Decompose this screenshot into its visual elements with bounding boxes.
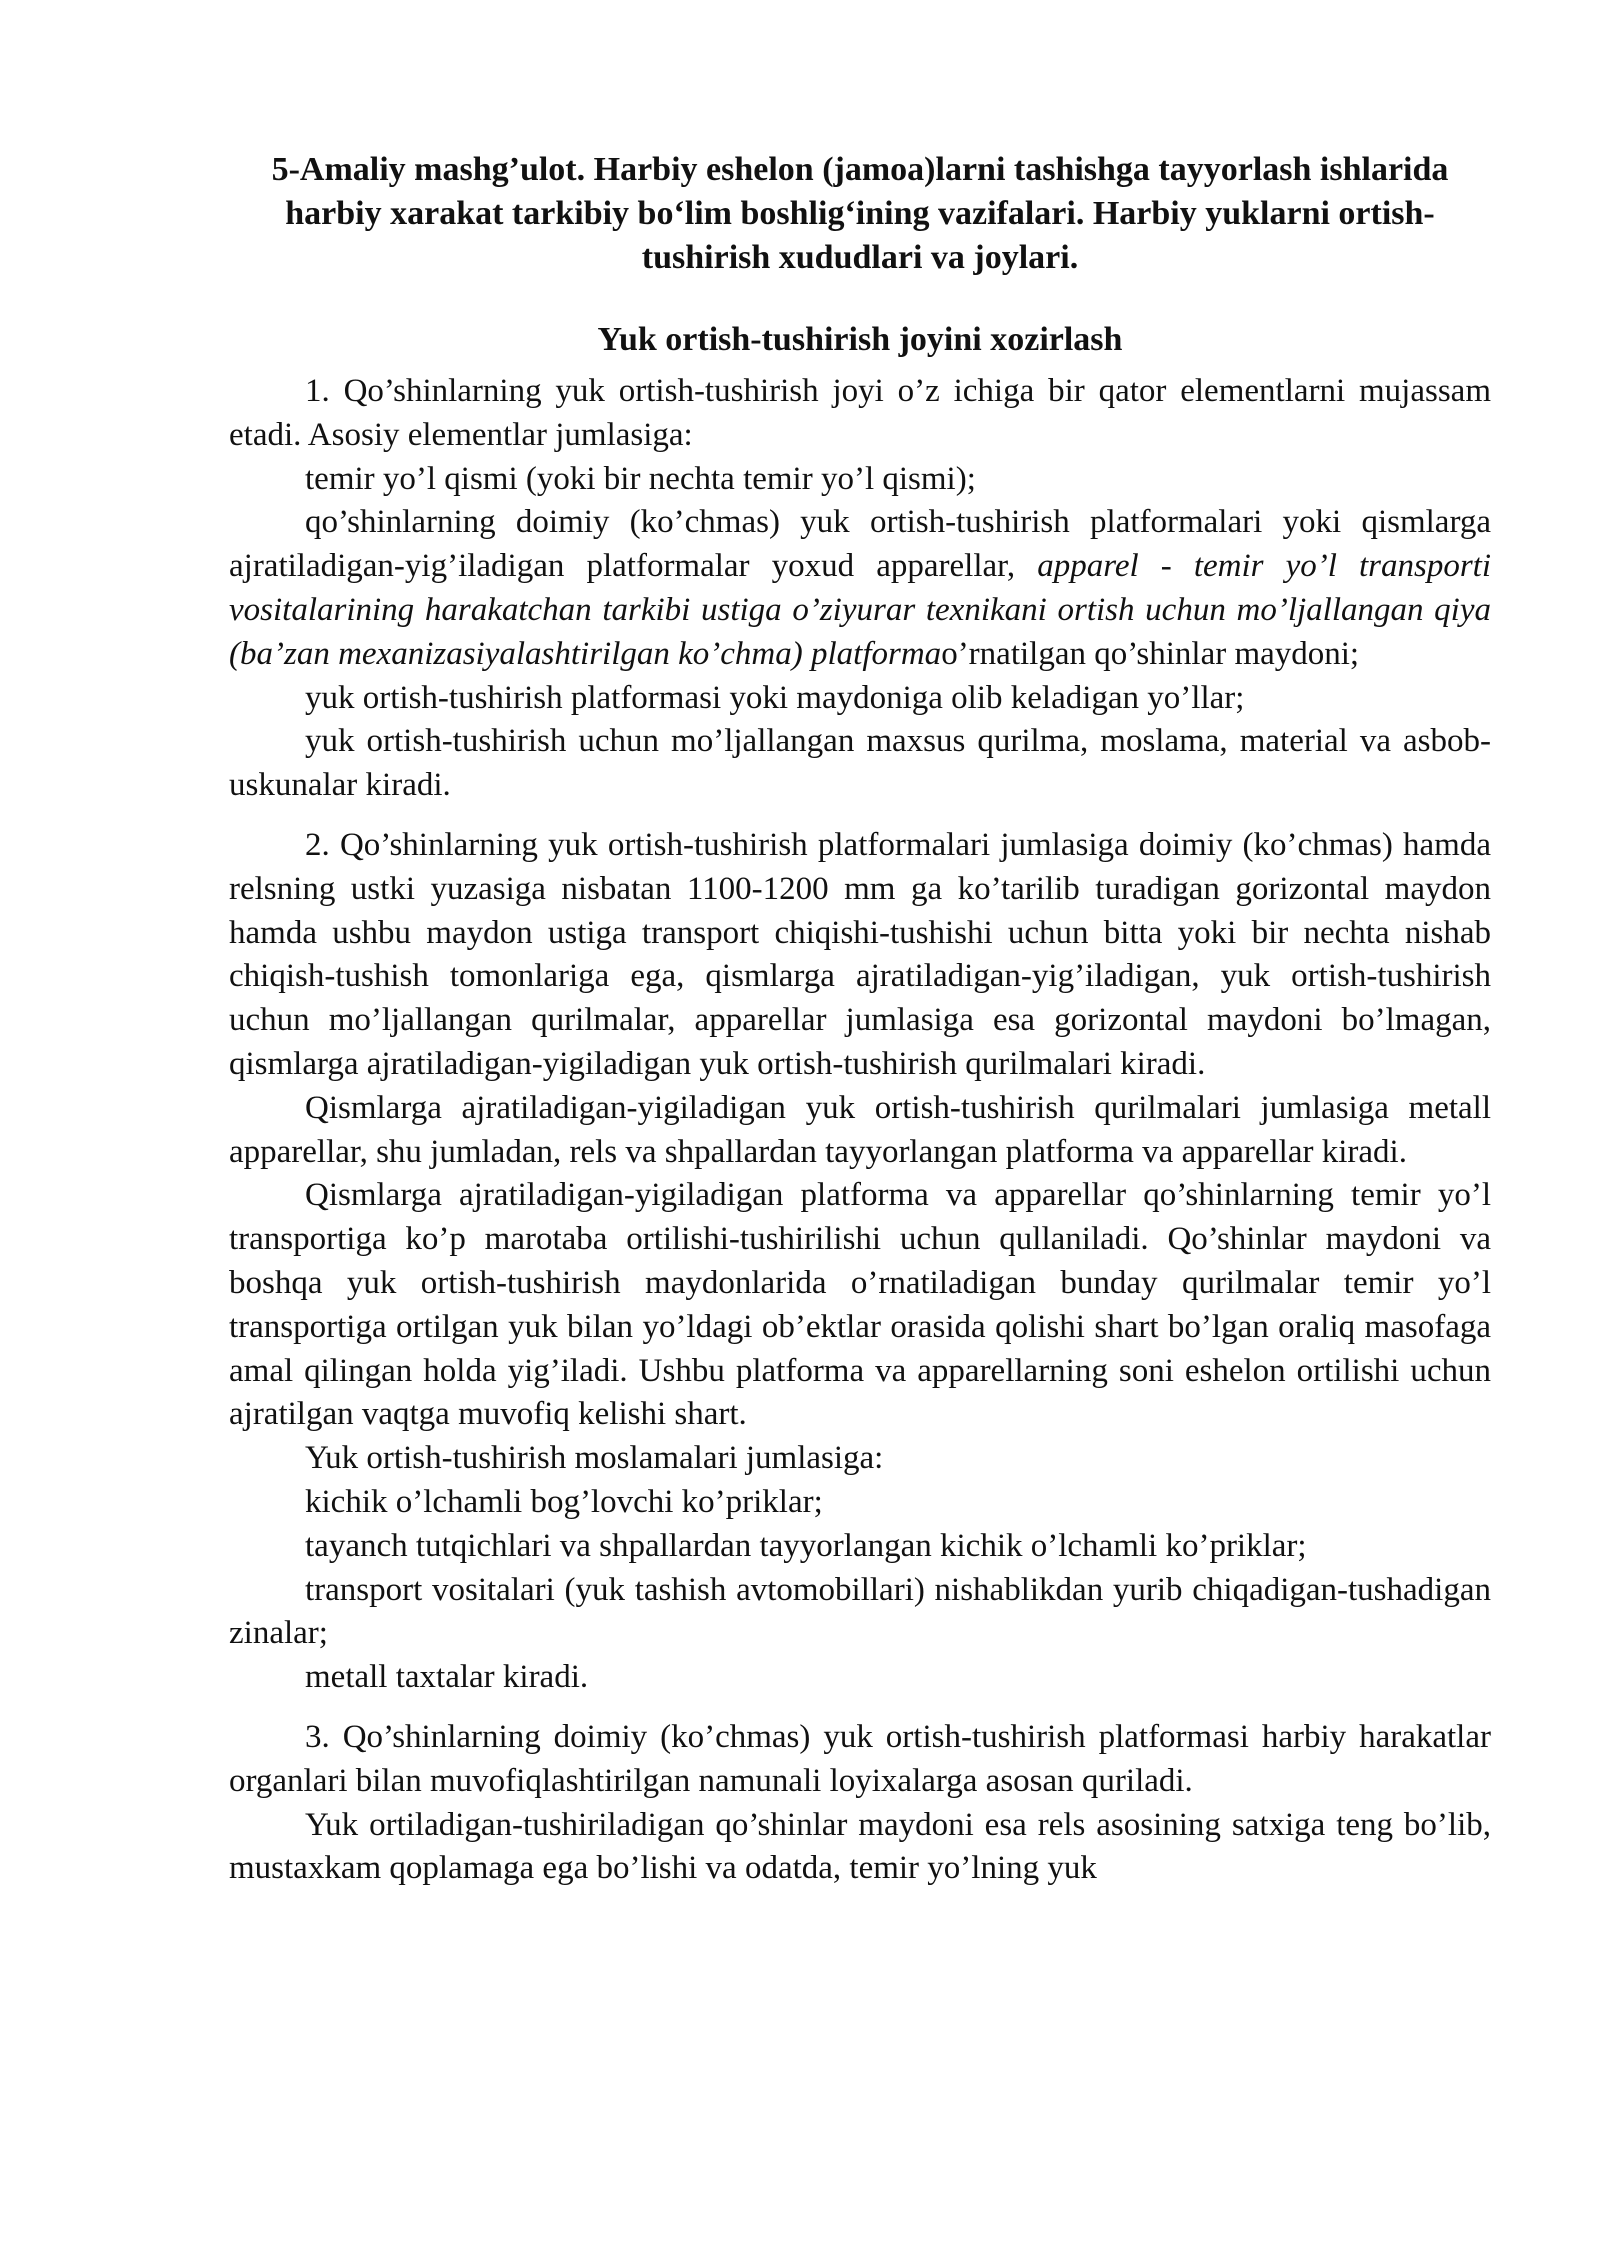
paragraph-3-end: o’rnatilgan qo’shinlar maydoni; xyxy=(941,635,1360,672)
paragraph-5: yuk ortish-tushirish uchun mo’ljallangan maxsus qurilma, moslama, material va asbob-uskunalar kiradi. xyxy=(229,723,1491,804)
paragraph-12: transport vositalari (yuk tashish avtomobillari) nishablikdan yurib chiqadigan-tushadigan zinalar; xyxy=(229,1571,1491,1652)
paragraph-15: Yuk ortiladigan-tushiriladigan qo’shinlar maydoni esa rels asosining satxiga teng bo’lib, mustaxkam qoplamaga ega bo’lishi va odatda, temir yo’lning yuk xyxy=(229,1806,1491,1887)
paragraph-8: Qismlarga ajratiladigan-yigiladigan platforma va apparellar qo’shinlarning temir yo’l transportiga ko’p marotaba ortilishi-tushirilishi uchun qullaniladi. Qo’shinlar maydoni va boshqa yuk ortish-tushirish maydonlarida o’rnatiladigan bunday qurilmalar temir yo’l transportiga ortilgan yuk bilan yo’ldagi ob’ektlar orasida qolishi shart bo’lgan oraliq masofaga amal qilingan holda yig’iladi. Ushbu platforma va apparellarning soni eshelon ortilishi uchun ajratilgan vaqtga muvofiq kelishi shart. xyxy=(229,1177,1491,1433)
paragraph-9: Yuk ortish-tushirish moslamalari jumlasiga: xyxy=(305,1440,884,1477)
paragraph-1: 1. Qo’shinlarning yuk ortish-tushirish joyi o’z ichiga bir qator elementlarni mujassam etadi. Asosiy elementlar jumlasiga: xyxy=(229,373,1491,453)
paragraph-7: Qismlarga ajratiladigan-yigiladigan yuk ortish-tushirish qurilmalari jumlasiga metall apparellar, shu jumladan, rels va shpallardan tayyorlangan platforma va apparellar kiradi. xyxy=(229,1089,1491,1170)
paragraph-3-start: qo’shinlarning doimiy (ko’chmas) yuk ortish-tushirish platformalari yoki qismlarga ajratiladigan-yig’iladigan platformalar yoxud apparellar, xyxy=(229,504,1491,585)
paragraph-14: 3. Qo’shinlarning doimiy (ko’chmas) yuk ortish-tushirish platformasi harbiy harakatlar organlari bilan muvofiqlashtirilgan namunali loyixalarga asosan quriladi. xyxy=(229,1718,1491,1799)
paragraph-6: 2. Qo’shinlarning yuk ortish-tushirish platformalari jumlasiga doimiy (ko’chmas) hamda relsning ustki yuzasiga nisbatan 1100-1200 mm ga ko’tarilib turadigan gorizontal maydon hamda ushbu maydon ustiga transport chiqishi-tushishi uchun bitta yoki bir nechta nishab chiqish-tushish tomonlariga ega, qismlarga ajratiladigan-yig’iladigan, yuk ortish-tushirish uchun mo’ljallangan qurilmalar, apparellar jumlasiga esa gorizontal maydoni bo’lmagan, qismlarga ajratiladigan-yigiladigan yuk ortish-tushirish qurilmalari kiradi. xyxy=(229,826,1491,1082)
paragraph-3 xyxy=(229,501,1491,676)
section-heading: Yuk ortish-tushirish joyini xozirlash xyxy=(597,321,1123,358)
paragraph-4: yuk ortish-tushirish platformasi yoki maydoniga olib keladigan yo’llar; xyxy=(305,679,1245,716)
paragraph-13: metall taxtalar kiradi. xyxy=(305,1659,589,1696)
paragraph-2: temir yo’l qismi (yoki bir nechta temir yo’l qismi); xyxy=(305,460,976,497)
apparel-definition: apparel - temir yo’l transporti vositalarining harakatchan tarkibi ustiga o’ziyurar texnikani ortish uchun mo’ljallangan qiya (ba’zan mexanizasiyalashtirilgan ko’chma) platforma xyxy=(229,548,1492,672)
paragraph-10: kichik o’lchamli bog’lovchi ko’priklar; xyxy=(305,1483,823,1520)
document-page xyxy=(229,148,1491,1891)
paragraph-11: tayanch tutqichlari va shpallardan tayyorlangan kichik o’lchamli ko’priklar; xyxy=(305,1527,1307,1564)
document-title: 5-Amaliy mashg’ulot. Harbiy eshelon (jamoa)larni tashishga tayyorlash ishlarida harbiy xarakat tarkibiy bo‘lim boshlig‘ining vazifalari. Harbiy yuklarni ortish-tushirish xududlari va joylari. xyxy=(271,151,1449,276)
